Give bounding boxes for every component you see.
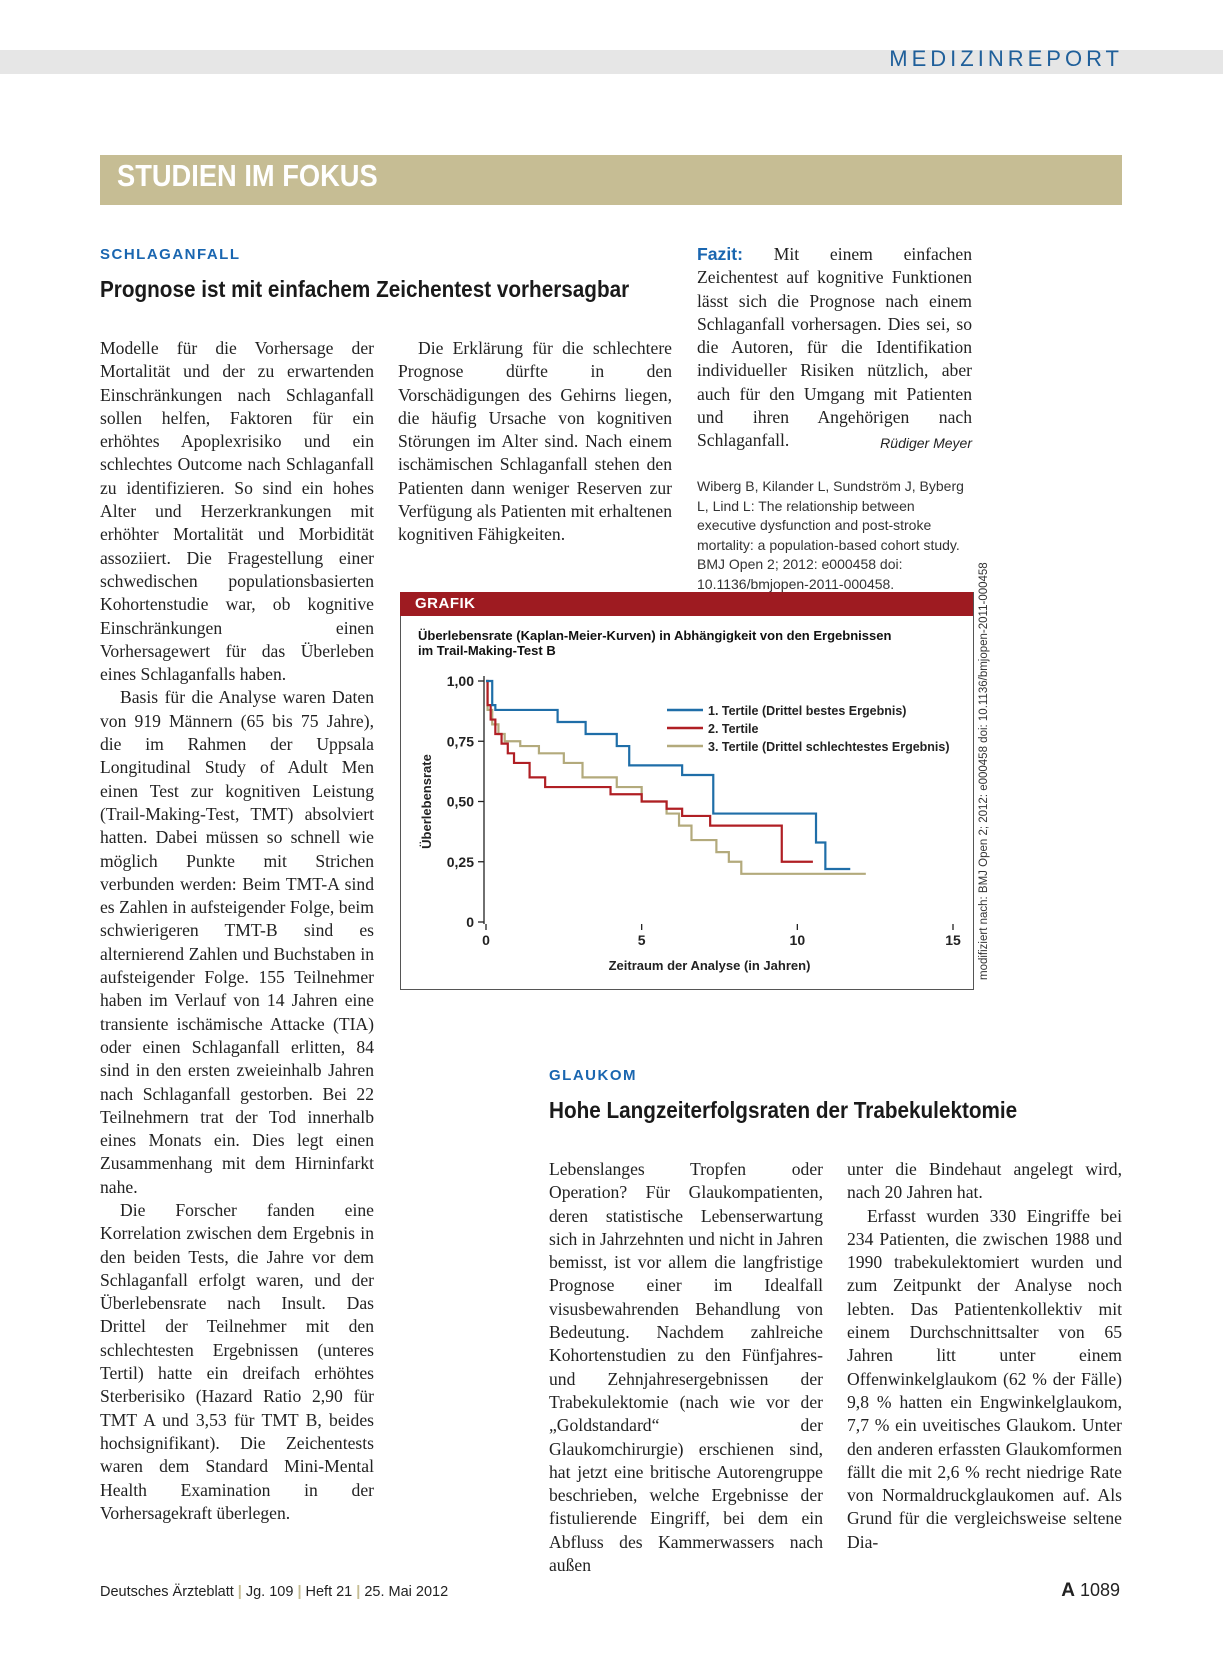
article1-column2 — [398, 337, 672, 547]
article1-headline: Prognose ist mit einfachem Zeichentest vorhersagbar — [100, 276, 630, 302]
footer-journal: Deutsches Ärzteblatt — [100, 1584, 234, 1600]
x-tick-label: 0 — [482, 932, 490, 948]
fazit-paragraph — [697, 243, 972, 453]
y-tick-label: 0,50 — [446, 793, 474, 810]
fazit-text: Mit einem einfachen Zeichentest auf kognitive Funktionen lässt sich die Prognose nach einem Schlaganfall vorhersagen. Dies sei, so die Autoren, für die Identifikation individueller Risiken nützlich, aber auch für den Umgang mit Patienten und ihren Angehörigen nach Schlaganfall. — [697, 244, 972, 451]
fazit-label: Fazit: — [697, 244, 743, 264]
chart-axes — [419, 673, 961, 973]
paragraph: Modelle für die Vorhersage der Mortalität und der zu erwartenden Einschränkungen nach Schlaganfall sollen helfen, Faktoren für ein erhöhtes Apoplexrisiko und ein schlechtes Outcome nach Schlaganfall zu identifizieren. So sind ein hohes Alter und Herzerkrankungen mit erhöhter Mortalität und Morbidität assoziiert. Die Fragestellung einer schwedischen populationsbasierten Kohortenstudie war, ob kognitive Einschränkungen einen Vorhersagewert für das Überleben eines Schlaganfalls haben. — [100, 338, 374, 685]
y-axis-label: Überlebensrate — [419, 754, 434, 849]
y-tick-label: 1,00 — [446, 673, 474, 689]
author: Rüdiger Meyer — [880, 435, 972, 452]
paragraph: Erfasst wurden 330 Eingriffe bei 234 Patienten, die zwischen 1988 und 1990 trabekulektomiert wurden und zum Zeitpunkt der Analyse noch lebten. Das Patientenkollektiv mit einem Durchschnittsalter von 65 Jahren litt unter einem Offenwinkelglaukom (62 % der Fälle) 9,8 % hatten ein Engwinkelglaukom, 7,7 % ein uveitisches Glaukom. Unter den anderen erfassten Glaukomformen fällt die mit 2,6 % recht niedrige Rate von Normaldruckglaukomen auf. Als Grund für die vergleichsweise seltene Dia- — [847, 1205, 1122, 1552]
footer-volume: Jg. 109 — [245, 1584, 294, 1600]
legend-label: 3. Tertile (Drittel schlechtestes Ergebnis) — [708, 740, 950, 754]
graphic-title — [418, 628, 891, 658]
legend-label: 2. Tertile — [708, 722, 759, 736]
kaplan-meier-chart — [400, 660, 972, 988]
x-tick-label: 10 — [789, 932, 806, 948]
banner-title: STUDIEN IM FOKUS — [117, 158, 378, 193]
reference: Wiberg B, Kilander L, Sundström J, Byberg L, Lind L: The relationship between executive dysfunction and post-stroke mortality: a population-based cohort study. BMJ Open 2; 2012: e000458 doi: 10.1136/bmjopen-2011-000458. — [697, 478, 964, 592]
y-tick-label: 0,25 — [446, 853, 474, 870]
fazit-box — [697, 243, 972, 456]
paragraph: Lebenslanges Tropfen oder Operation? Für Glaukompatienten, deren statistische Lebenserwartung sich in Jahrzehnten und nicht in Jahren bemisst, ist vor allem die langfristige Prognose einer im Idealfall visusbewahrenden Behandlung von Bedeutung. Nachdem zahlreiche Kohortenstudien zu den Fünfjahres- und Zehnjahresergebnissen der Trabekulektomie (nach wie vor der „Goldstandard“ der Glaukomchirurgie) erschienen sind, hat jetzt eine britische Autorengruppe beschrieben, welche Ergebnisse der fistulierende Eingriff, bei dem ein Abfluss des Kammerwassers nach außen — [549, 1159, 823, 1576]
article2-column2 — [847, 1158, 1122, 1554]
article1-column1 — [100, 337, 374, 1525]
paragraph: Basis für die Analyse waren Daten von 919 Männern (65 bis 75 Jahre), die im Rahmen der Uppsala Longitudinal Study of Adult Men einen Test zur kognitiven Leistung (Trail-Making-Test, TMT) absolviert hatten. Dabei müssen so schnell wie möglich Punkte mit Strichen verbunden werden: Beim TMT-A sind es Zahlen in aufsteigender Folge, beim schwierigeren TMT-B sind es alternierend Zahlen und Buchstaben in aufsteigender Folge. 155 Teilnehmer haben im Verlauf von 14 Jahren eine transiente ischämische Attacke (TIA) oder einen Schlaganfall erlitten, 84 sind in den ersten zweieinhalb Jahren nach Schlaganfall gestorben. Bei 22 Teilnehmern trat der Tod innerhalb eines Monats ein. Dies legt einen Zusammenhang mit dem Hirninfarkt nahe. — [100, 687, 374, 1197]
footer-issue: Heft 21 — [305, 1584, 353, 1600]
graphic-label: GRAFIK — [415, 595, 476, 612]
section-label: MEDIZINREPORT — [889, 46, 1123, 71]
y-tick-label: 0,75 — [446, 733, 474, 750]
x-tick-label: 15 — [945, 932, 961, 948]
chart-legend — [667, 704, 950, 754]
paragraph: unter die Bindehaut angelegt wird, nach 20 Jahren hat. — [847, 1159, 1122, 1203]
x-axis-label: Zeitraum der Analyse (in Jahren) — [608, 958, 811, 973]
y-tick-label: 0 — [466, 914, 474, 930]
article2-kicker: GLAUKOM — [549, 1067, 637, 1084]
graphic-title-line2: im Trail-Making-Test B — [418, 643, 556, 658]
side-credit: modifiziert nach: BMJ Open 2; 2012: e000458 doi: 10.1136/bmjopen-2011-000458 — [978, 562, 990, 980]
paragraph: Die Erklärung für die schlechtere Prognose dürfte in den Vorschädigungen des Gehirns liegen, die häufig Ursache von kognitiven Störungen im Alter sind. Nach einem ischämischen Schlaganfall stehen den Patienten dann weniger Reserven zur Verfügung als Patienten mit erhaltenen kognitiven Fähigkeiten. — [398, 338, 672, 545]
x-tick-label: 5 — [637, 932, 646, 948]
article1-kicker: SCHLAGANFALL — [100, 246, 241, 263]
footer: Deutsches Ärzteblatt | Jg. 109 | Heft 21 | 25. Mai 2012 — [100, 1584, 449, 1600]
page-number — [1061, 1580, 1120, 1602]
footer-date: 25. Mai 2012 — [364, 1584, 449, 1600]
legend-label: 1. Tertile (Drittel bestes Ergebnis) — [708, 704, 907, 718]
article2-column1 — [549, 1158, 823, 1577]
graphic-header — [400, 592, 973, 616]
page-prefix: A — [1061, 1580, 1075, 1601]
article2-headline: Hohe Langzeiterfolgsraten der Trabekulektomie — [549, 1097, 1018, 1123]
page-number-value: 1089 — [1079, 1580, 1120, 1600]
graphic-title-line1: Überlebensrate (Kaplan-Meier-Kurven) in Abhängigkeit von den Ergebnissen — [418, 628, 892, 643]
paragraph: Die Forscher fanden eine Korrelation zwischen dem Ergebnis in den beiden Tests, die Jahre vor dem Schlaganfall erfolgt waren, und der Überlebensrate nach Insult. Das Drittel der Teilnehmer mit den schlechtesten Ergebnissen (unteres Tertil) hatte ein dreifach erhöhtes Sterberisiko (Hazard Ratio 2,90 für TMT A und 3,53 für TMT B, beides hochsignifikant). Die Zeichentests waren dem Standard Mini-Mental Health Examination in der Vorhersagekraft überlegen. — [100, 1199, 374, 1523]
